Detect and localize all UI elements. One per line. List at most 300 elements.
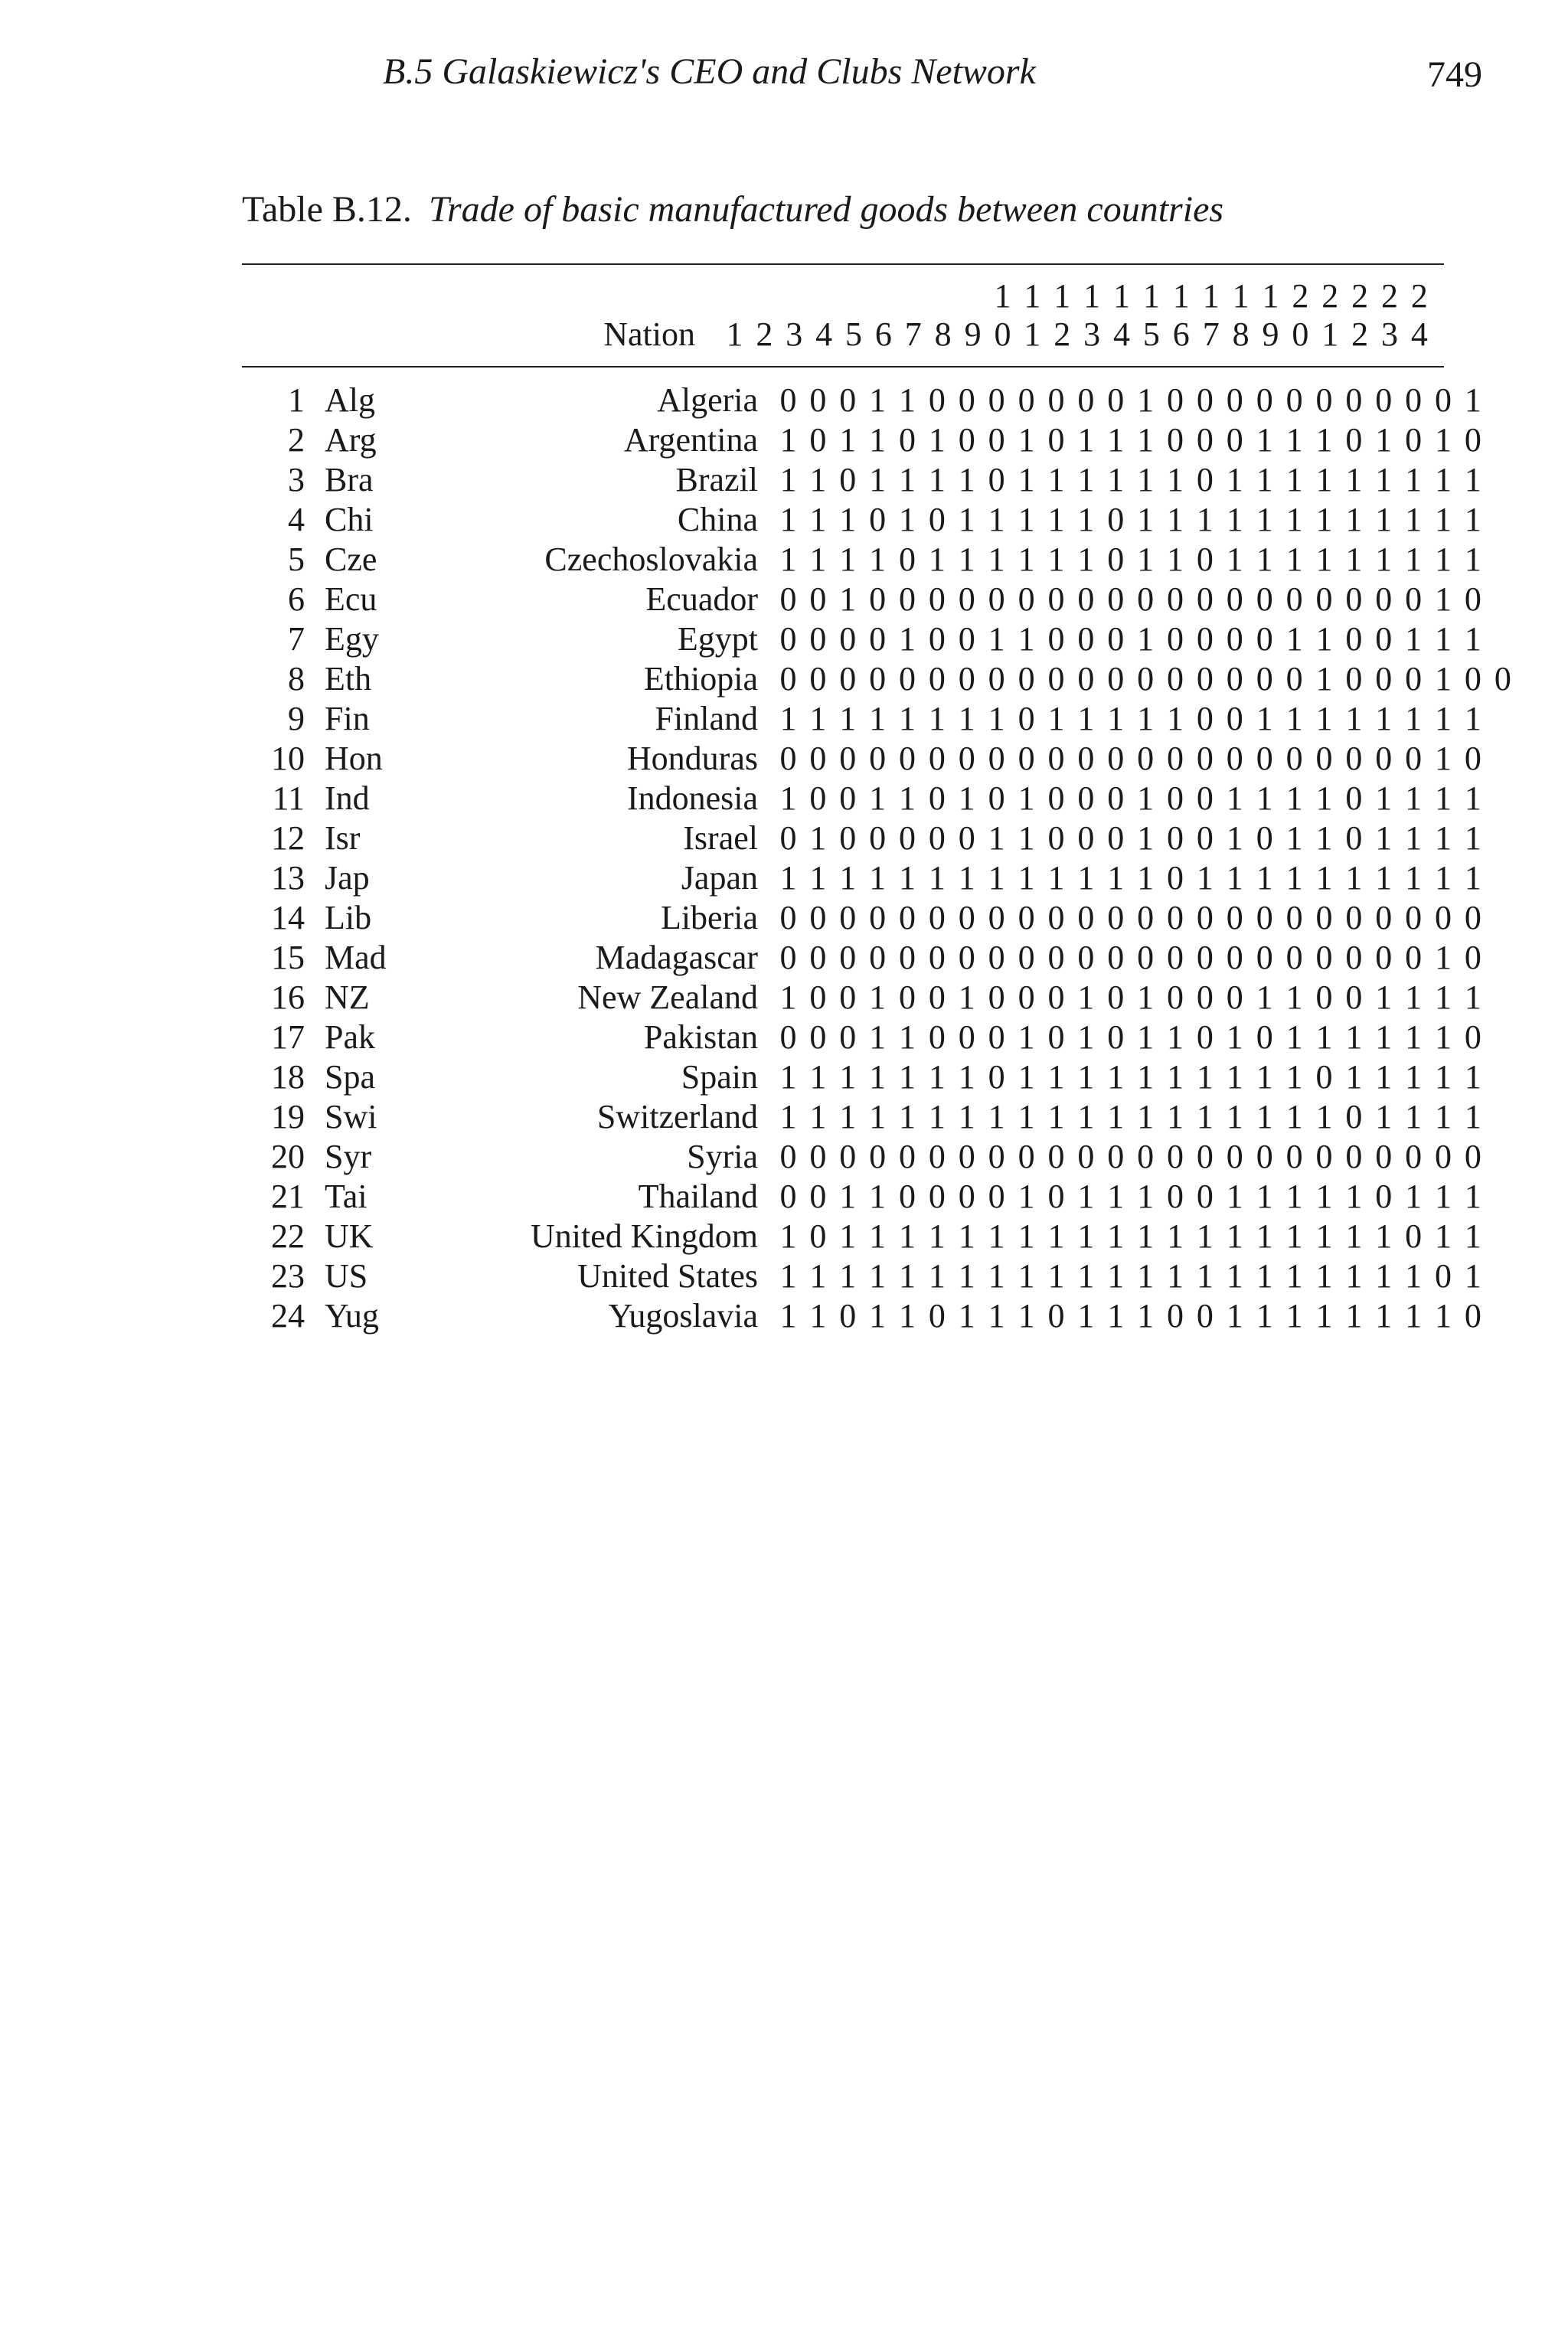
trade-cell: 0	[1107, 381, 1125, 419]
table-row	[242, 898, 1481, 938]
trade-cell: 1	[869, 1217, 887, 1255]
trade-cell: 0	[988, 1138, 1005, 1175]
column-tens-digit: 2	[1292, 277, 1309, 315]
trade-cell: 1	[1256, 461, 1273, 498]
trade-cell: 0	[1167, 819, 1184, 857]
trade-cell: 0	[958, 580, 975, 618]
trade-cell: 0	[779, 740, 797, 777]
trade-cell: 1	[1405, 501, 1423, 538]
trade-cell: 0	[809, 660, 827, 698]
trade-cell: 1	[1345, 1217, 1363, 1255]
trade-cell: 1	[1077, 1018, 1095, 1056]
trade-cell: 1	[1137, 700, 1155, 737]
trade-cell: 0	[988, 1018, 1005, 1056]
trade-cell: 0	[899, 819, 916, 857]
trade-values	[773, 978, 1488, 1018]
trade-cell: 1	[1137, 819, 1155, 857]
trade-cell: 1	[1285, 1297, 1303, 1335]
nation-name: Pakistan	[643, 1018, 758, 1056]
row-number: 12	[271, 819, 305, 857]
column-units-digit: 4	[1410, 315, 1428, 353]
trade-cell: 0	[1196, 381, 1214, 419]
running-head: B.5 Galaskiewicz's CEO and Clubs Network	[383, 51, 1036, 92]
trade-cell: 0	[839, 660, 857, 698]
trade-cell: 0	[809, 620, 827, 658]
trade-values	[773, 1097, 1488, 1137]
trade-cell: 1	[1375, 1098, 1393, 1135]
trade-cell: 1	[1435, 740, 1452, 777]
trade-cell: 0	[1464, 660, 1481, 698]
trade-cell: 1	[1077, 1257, 1095, 1295]
trade-cell: 0	[1196, 421, 1214, 459]
table-row	[242, 460, 1481, 500]
table-row	[242, 619, 1481, 659]
trade-cell: 0	[839, 899, 857, 936]
trade-cell: 0	[1047, 421, 1065, 459]
trade-cell: 0	[1196, 1018, 1214, 1056]
trade-cell: 1	[1435, 779, 1452, 817]
trade-cell: 1	[1256, 1297, 1273, 1335]
trade-cell: 0	[1464, 899, 1481, 936]
trade-cell: 1	[1047, 700, 1065, 737]
trade-cell: 0	[1464, 939, 1481, 976]
nation-name: Madagascar	[595, 939, 758, 976]
table-row	[242, 1018, 1481, 1057]
trade-cell: 0	[1047, 381, 1065, 419]
trade-cell: 0	[958, 1138, 975, 1175]
trade-cell: 1	[1167, 1058, 1184, 1096]
trade-cell: 1	[1167, 1018, 1184, 1056]
trade-cell: 0	[839, 461, 857, 498]
trade-cell: 0	[839, 779, 857, 817]
trade-cell: 0	[1375, 1178, 1393, 1215]
trade-cell: 0	[839, 1138, 857, 1175]
trade-cell: 1	[1018, 1178, 1035, 1215]
trade-cell: 0	[779, 819, 797, 857]
trade-cell: 0	[1226, 979, 1243, 1016]
trade-cell: 1	[1137, 1297, 1155, 1335]
trade-cell: 1	[1256, 1257, 1273, 1295]
trade-cell: 0	[1285, 580, 1303, 618]
trade-cell: 0	[988, 740, 1005, 777]
trade-cell: 0	[1405, 740, 1423, 777]
trade-cell: 0	[1018, 899, 1035, 936]
trade-cell: 0	[1345, 660, 1363, 698]
nation-name: Thailand	[638, 1178, 758, 1215]
trade-cell: 0	[809, 421, 827, 459]
trade-cell: 1	[869, 779, 887, 817]
trade-cell: 0	[1047, 939, 1065, 976]
trade-cell: 1	[1405, 1018, 1423, 1056]
trade-cell: 1	[899, 1297, 916, 1335]
trade-cell: 0	[988, 580, 1005, 618]
trade-cell: 0	[869, 620, 887, 658]
trade-cell: 1	[1226, 1018, 1243, 1056]
trade-cell: 1	[1375, 541, 1393, 578]
trade-cell: 1	[1137, 1098, 1155, 1135]
column-units-digit: 6	[874, 315, 892, 353]
trade-cell: 1	[928, 421, 946, 459]
trade-cell: 0	[958, 939, 975, 976]
trade-cell: 0	[1345, 899, 1363, 936]
trade-cell: 0	[1047, 1297, 1065, 1335]
nation-abbreviation: Eth	[325, 660, 372, 698]
trade-cell: 0	[1047, 1178, 1065, 1215]
trade-cell: 0	[809, 580, 827, 618]
nation-abbreviation: Chi	[325, 501, 374, 538]
trade-cell: 1	[1226, 541, 1243, 578]
trade-cell: 0	[1107, 939, 1125, 976]
trade-cell: 0	[958, 819, 975, 857]
trade-cell: 1	[1077, 541, 1095, 578]
trade-cell: 1	[1375, 1018, 1393, 1056]
trade-cell: 1	[1256, 1058, 1273, 1096]
row-number: 19	[271, 1098, 305, 1135]
trade-cell: 1	[1077, 501, 1095, 538]
trade-values	[773, 460, 1488, 500]
trade-cell: 0	[928, 740, 946, 777]
trade-cell: 1	[1345, 541, 1363, 578]
trade-cell: 1	[899, 1098, 916, 1135]
column-units-digit: 0	[994, 315, 1011, 353]
trade-cell: 1	[1256, 1217, 1273, 1255]
table-row	[242, 420, 1481, 460]
trade-cell: 1	[1167, 1098, 1184, 1135]
trade-cell: 1	[899, 1058, 916, 1096]
table-row	[242, 540, 1481, 580]
trade-cell: 1	[928, 700, 946, 737]
trade-cell: 0	[809, 939, 827, 976]
column-tens-digit: 1	[1262, 277, 1279, 315]
trade-cell: 1	[1464, 1178, 1481, 1215]
trade-cell: 0	[1137, 939, 1155, 976]
trade-cell: 1	[1077, 1058, 1095, 1096]
trade-cell: 1	[1077, 979, 1095, 1016]
column-units-digit: 1	[1321, 315, 1339, 353]
nation-name: Ecuador	[645, 580, 758, 618]
trade-cell: 1	[899, 381, 916, 419]
trade-cell: 0	[1167, 1138, 1184, 1175]
row-number: 20	[271, 1138, 305, 1175]
trade-cell: 0	[1405, 421, 1423, 459]
trade-cell: 1	[1285, 620, 1303, 658]
trade-cell: 1	[988, 1098, 1005, 1135]
trade-cell: 0	[1226, 421, 1243, 459]
trade-cell: 0	[1196, 1178, 1214, 1215]
trade-cell: 1	[1137, 979, 1155, 1016]
trade-cell: 0	[1226, 580, 1243, 618]
trade-cell: 0	[1464, 1018, 1481, 1056]
trade-cell: 1	[1196, 1098, 1214, 1135]
trade-cell: 0	[1435, 1138, 1452, 1175]
trade-cell: 0	[839, 1018, 857, 1056]
trade-cell: 1	[1405, 541, 1423, 578]
trade-cell: 0	[1345, 580, 1363, 618]
trade-cell: 0	[1315, 1138, 1333, 1175]
nation-abbreviation: US	[325, 1257, 368, 1295]
trade-cell: 1	[1315, 1098, 1333, 1135]
trade-cell: 0	[779, 381, 797, 419]
trade-cell: 0	[1226, 1138, 1243, 1175]
trade-cell: 0	[1226, 939, 1243, 976]
trade-cell: 0	[1196, 660, 1214, 698]
trade-cell: 1	[839, 541, 857, 578]
trade-cell: 1	[1077, 1178, 1095, 1215]
trade-cell: 1	[1256, 1178, 1273, 1215]
trade-cell: 1	[1464, 819, 1481, 857]
trade-cell: 1	[1167, 1257, 1184, 1295]
table-row	[242, 500, 1481, 540]
trade-cell: 1	[928, 1257, 946, 1295]
trade-cell: 0	[1256, 660, 1273, 698]
nation-abbreviation: Tai	[325, 1178, 368, 1215]
trade-cell: 0	[1196, 939, 1214, 976]
trade-cell: 1	[839, 501, 857, 538]
trade-values	[773, 580, 1488, 619]
column-units-digit: 7	[1202, 315, 1220, 353]
column-tens-digit: 1	[1024, 277, 1041, 315]
trade-cell: 1	[958, 1297, 975, 1335]
table-row	[242, 1217, 1481, 1256]
trade-cell: 0	[1196, 541, 1214, 578]
trade-cell: 0	[1405, 1217, 1423, 1255]
trade-cell: 1	[779, 779, 797, 817]
trade-cell: 0	[809, 1178, 827, 1215]
trade-cell: 1	[869, 461, 887, 498]
trade-cell: 1	[1107, 1098, 1125, 1135]
trade-cell: 1	[1435, 1217, 1452, 1255]
trade-cell: 1	[1315, 1297, 1333, 1335]
trade-cell: 0	[988, 1178, 1005, 1215]
trade-cell: 1	[1435, 1098, 1452, 1135]
trade-cell: 0	[1256, 381, 1273, 419]
trade-cell: 0	[779, 899, 797, 936]
trade-cell: 1	[809, 700, 827, 737]
trade-cell: 1	[1315, 700, 1333, 737]
trade-cell: 1	[1226, 1178, 1243, 1215]
trade-cell: 0	[1226, 740, 1243, 777]
trade-cell: 1	[839, 859, 857, 897]
trade-values	[773, 699, 1488, 739]
trade-cell: 0	[1107, 779, 1125, 817]
trade-cell: 1	[1315, 421, 1333, 459]
trade-cell: 1	[1285, 859, 1303, 897]
nation-name: Finland	[655, 700, 758, 737]
table-row	[242, 1057, 1481, 1097]
trade-cell: 1	[899, 1257, 916, 1295]
trade-cell: 0	[1345, 421, 1363, 459]
nation-abbreviation: Arg	[325, 421, 377, 459]
trade-cell: 0	[988, 899, 1005, 936]
trade-values	[773, 1177, 1488, 1217]
trade-cell: 0	[779, 580, 797, 618]
table-header-rule	[242, 366, 1444, 368]
trade-cell: 1	[1107, 1257, 1125, 1295]
trade-cell: 0	[1464, 421, 1481, 459]
column-units-digit: 7	[904, 315, 922, 353]
trade-cell: 0	[1256, 899, 1273, 936]
nation-abbreviation: Spa	[325, 1058, 375, 1096]
trade-cell: 1	[1137, 859, 1155, 897]
table-row	[242, 580, 1481, 619]
trade-values	[773, 779, 1488, 818]
trade-cell: 1	[1285, 1018, 1303, 1056]
trade-cell: 0	[899, 740, 916, 777]
trade-cell: 0	[1405, 1138, 1423, 1175]
column-units-digit: 0	[1292, 315, 1309, 353]
trade-cell: 0	[1315, 1058, 1333, 1096]
trade-cell: 0	[1167, 580, 1184, 618]
column-header-units	[720, 315, 1436, 354]
trade-cell: 0	[1345, 620, 1363, 658]
trade-cell: 1	[1345, 1297, 1363, 1335]
trade-cell: 1	[1167, 461, 1184, 498]
trade-cell: 0	[1226, 660, 1243, 698]
trade-values	[773, 858, 1488, 898]
trade-cell: 0	[1256, 740, 1273, 777]
trade-cell: 0	[1435, 1257, 1452, 1295]
trade-cell: 0	[779, 1178, 797, 1215]
column-units-digit: 8	[934, 315, 952, 353]
nation-abbreviation: Ecu	[325, 580, 377, 618]
trade-cell: 0	[1315, 740, 1333, 777]
trade-cell: 1	[1047, 859, 1065, 897]
trade-cell: 1	[1435, 979, 1452, 1016]
nation-name: Honduras	[626, 740, 758, 777]
trade-cell: 1	[1435, 939, 1452, 976]
row-number: 1	[288, 381, 305, 419]
trade-cell: 1	[1315, 1217, 1333, 1255]
trade-cell: 1	[1464, 461, 1481, 498]
column-tens-digit: 1	[1113, 277, 1131, 315]
nation-abbreviation: Hon	[325, 740, 383, 777]
nation-name: Spain	[681, 1058, 758, 1096]
trade-values	[773, 818, 1488, 858]
row-number: 7	[288, 620, 305, 658]
trade-cell: 1	[1315, 461, 1333, 498]
trade-cell: 1	[1018, 1297, 1035, 1335]
trade-cell: 1	[809, 819, 827, 857]
trade-cell: 1	[1137, 1018, 1155, 1056]
trade-cell: 1	[1405, 461, 1423, 498]
trade-cell: 1	[1047, 541, 1065, 578]
trade-cell: 1	[1315, 501, 1333, 538]
trade-cell: 1	[1285, 421, 1303, 459]
nation-abbreviation: Alg	[325, 381, 375, 419]
trade-cell: 1	[1047, 461, 1065, 498]
trade-cell: 0	[1345, 381, 1363, 419]
trade-cell: 0	[1077, 580, 1095, 618]
trade-cell: 0	[1077, 899, 1095, 936]
trade-cell: 0	[1167, 620, 1184, 658]
trade-cell: 0	[928, 1138, 946, 1175]
trade-cell: 1	[1196, 501, 1214, 538]
trade-cell: 0	[869, 939, 887, 976]
trade-cell: 1	[1405, 1297, 1423, 1335]
trade-cell: 0	[1137, 580, 1155, 618]
trade-values	[773, 1296, 1488, 1336]
trade-cell: 1	[1435, 501, 1452, 538]
trade-cell: 1	[1285, 541, 1303, 578]
trade-cell: 1	[1345, 1178, 1363, 1215]
trade-cell: 1	[779, 1217, 797, 1255]
nation-abbreviation: Lib	[325, 899, 372, 936]
trade-cell: 1	[1435, 620, 1452, 658]
column-tens-digit: 2	[1381, 277, 1399, 315]
trade-cell: 1	[1137, 461, 1155, 498]
trade-cell: 0	[1107, 660, 1125, 698]
trade-values	[773, 739, 1488, 779]
trade-cell: 0	[1196, 899, 1214, 936]
trade-cell: 0	[1196, 1297, 1214, 1335]
column-tens-digit: 2	[1321, 277, 1339, 315]
trade-cell: 1	[1345, 700, 1363, 737]
nation-name: Brazil	[675, 461, 758, 498]
trade-cell: 1	[1137, 541, 1155, 578]
trade-cell: 1	[1077, 1098, 1095, 1135]
trade-cell: 1	[1315, 859, 1333, 897]
nation-name: Yugoslavia	[608, 1297, 758, 1335]
trade-cell: 0	[1345, 979, 1363, 1016]
trade-cell: 1	[1226, 1297, 1243, 1335]
table-row	[242, 938, 1481, 978]
trade-values	[773, 619, 1488, 659]
trade-cell: 0	[1167, 1297, 1184, 1335]
trade-cell: 0	[1047, 979, 1065, 1016]
trade-cell: 1	[1375, 859, 1393, 897]
trade-values	[773, 420, 1488, 460]
nation-name: Liberia	[660, 899, 758, 936]
trade-cell: 0	[1345, 740, 1363, 777]
trade-cell: 0	[1137, 1138, 1155, 1175]
nation-abbreviation: Isr	[325, 819, 361, 857]
trade-cell: 1	[779, 979, 797, 1016]
trade-cell: 1	[1107, 859, 1125, 897]
trade-cell: 0	[809, 1138, 827, 1175]
trade-cell: 0	[1137, 899, 1155, 936]
trade-cell: 0	[988, 381, 1005, 419]
nation-name: United States	[577, 1257, 758, 1295]
trade-cell: 1	[1137, 1178, 1155, 1215]
trade-cell: 0	[1018, 700, 1035, 737]
trade-cell: 1	[1435, 580, 1452, 618]
nation-abbreviation: Fin	[325, 700, 370, 737]
table-label: Table B.12.	[242, 189, 412, 230]
nation-abbreviation: Egy	[325, 620, 379, 658]
table-row	[242, 1256, 1481, 1296]
trade-cell: 1	[869, 979, 887, 1016]
trade-cell: 1	[839, 700, 857, 737]
trade-cell: 0	[1167, 899, 1184, 936]
trade-cell: 1	[1345, 1058, 1363, 1096]
trade-cell: 0	[928, 939, 946, 976]
trade-cell: 0	[1375, 1138, 1393, 1175]
trade-cell: 1	[1107, 700, 1125, 737]
trade-cell: 1	[1464, 1058, 1481, 1096]
trade-cell: 1	[1137, 1257, 1155, 1295]
table-row	[242, 1177, 1481, 1217]
trade-cell: 1	[1405, 819, 1423, 857]
trade-cell: 0	[928, 1018, 946, 1056]
trade-cell: 0	[809, 779, 827, 817]
trade-cell: 0	[779, 660, 797, 698]
nation-name: United Kingdom	[531, 1217, 758, 1255]
trade-cell: 1	[1435, 1058, 1452, 1096]
column-tens-digit	[898, 277, 928, 315]
column-units-digit: 9	[964, 315, 982, 353]
trade-cell: 1	[1435, 1178, 1452, 1215]
column-units-digit: 5	[845, 315, 862, 353]
